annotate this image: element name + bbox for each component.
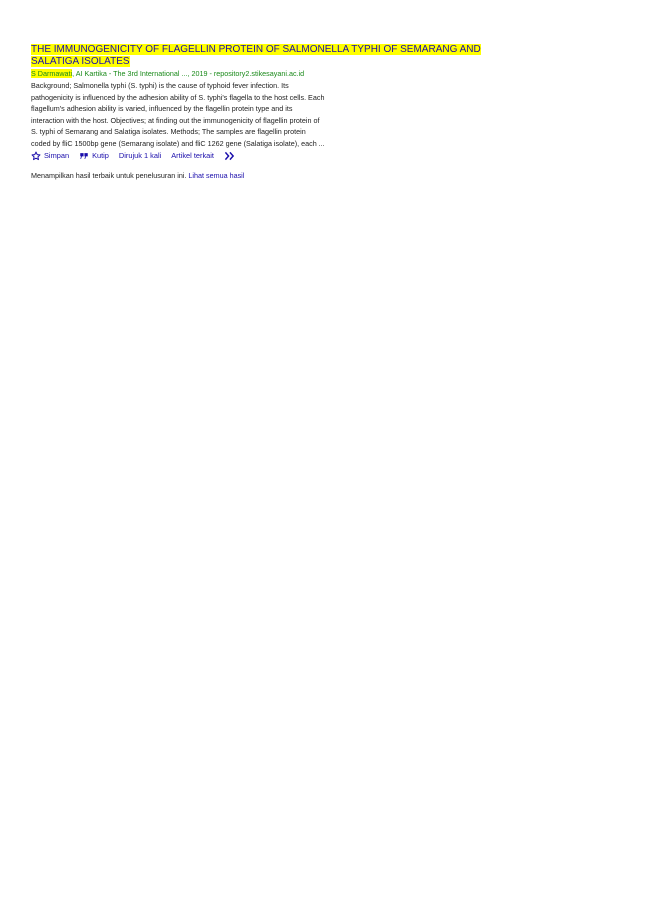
result-snippet — [31, 80, 361, 149]
quote-icon — [79, 151, 89, 161]
result-author-highlight[interactable]: S Darmawati — [31, 69, 73, 78]
cite-button[interactable] — [79, 150, 109, 161]
snippet-line: Background; Salmonella typhi (S. typhi) is the cause of typhoid fever infection. Its — [31, 81, 289, 90]
cited-by-link[interactable]: Dirujuk 1 kali — [118, 151, 162, 160]
snippet-line: coded by fliC 1500bp gene (Semarang isolate) and fliC 1262 gene (Salatiga isolate), each ... — [31, 138, 325, 148]
results-footer — [31, 171, 244, 181]
footer-text: Menampilkan hasil terbaik untuk penelusuran ini. — [31, 171, 189, 180]
cite-label: Kutip — [92, 151, 109, 160]
search-result — [31, 44, 531, 161]
snippet-line: pathogenicity is influenced by the adhesion ability of S. typhi's flagella to the host cells. Each — [31, 92, 325, 102]
more-button[interactable] — [224, 151, 238, 161]
snippet-line: interaction with the host. Objectives; at finding out the immunogenicity of flagellin protein of — [31, 115, 320, 125]
star-icon — [31, 151, 41, 161]
result-title-text[interactable]: THE IMMUNOGENICITY OF FLAGELLIN PROTEIN OF SALMONELLA TYPHI OF SEMARANG AND SALATIGA ISOLATES — [31, 44, 481, 67]
double-chevron-icon — [224, 151, 235, 161]
snippet-line: flagellum's adhesion ability is varied, influenced by the flagellin protein type and its — [31, 104, 293, 113]
result-meta-rest: , AI Kartika - The 3rd International ..., 2019 - repository2.stikesayani.ac.id — [72, 69, 305, 78]
save-label: Simpan — [44, 151, 70, 160]
related-articles-link[interactable]: Artikel terkait — [171, 151, 214, 160]
snippet-line: S. typhi of Semarang and Salatiga isolates. Methods; The samples are flagellin protein — [31, 127, 306, 136]
save-button[interactable] — [31, 150, 69, 161]
result-actions — [31, 150, 531, 161]
show-all-results-link[interactable]: Lihat semua hasil — [188, 171, 245, 180]
result-meta — [31, 69, 531, 79]
result-title[interactable] — [31, 44, 531, 68]
